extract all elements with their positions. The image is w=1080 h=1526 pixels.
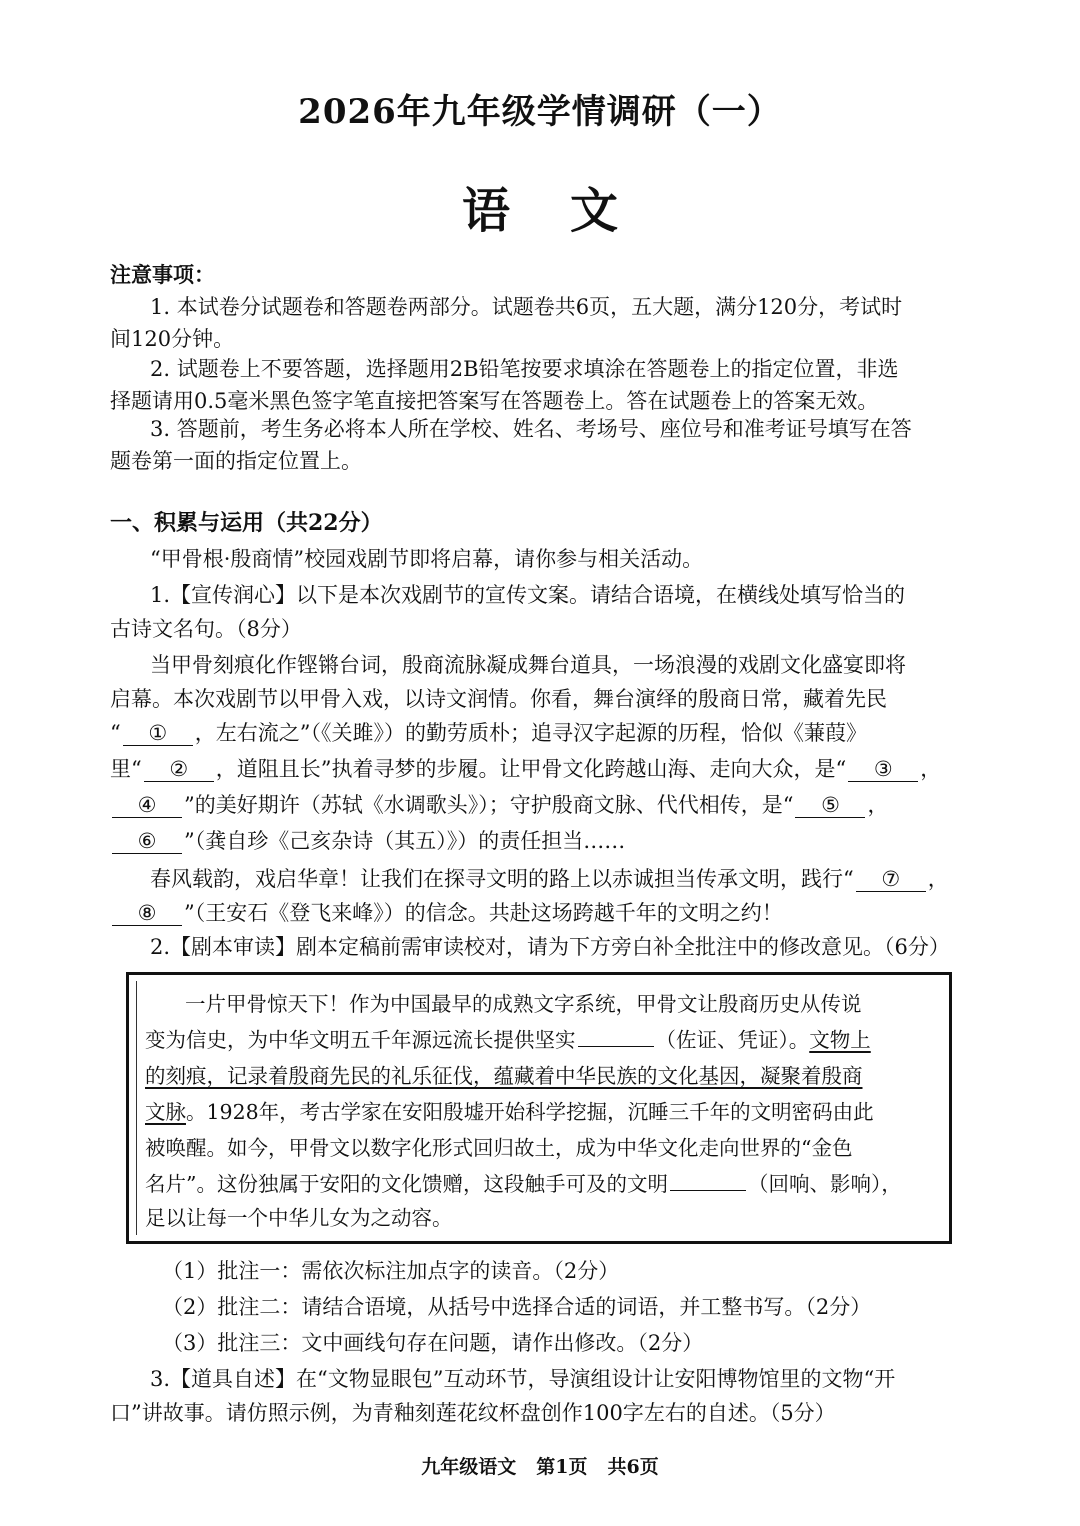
- notice-line: 间120分钟。: [110, 327, 235, 351]
- notice-line: 题卷第一面的指定位置上。: [110, 449, 362, 473]
- underlined-sentence: 文脉: [145, 1100, 186, 1124]
- passage-text: ，道阻且长”执着寻梦的步履。让甲骨文化跨越山海、走向大众，是“: [215, 757, 847, 781]
- footer-course: 九年级语文: [421, 1456, 517, 1478]
- subject-title: 语文: [461, 183, 678, 239]
- passage-line: [110, 754, 941, 784]
- narration-line: [145, 1025, 871, 1055]
- page-footer: [0, 1452, 1080, 1479]
- narration-text: 变为信史，为中华文明五千年源远流长提供坚实: [145, 1028, 576, 1052]
- fill-blank-6[interactable]: ⑥: [112, 829, 182, 854]
- narration-text: 名片”。这份独属于安阳的文化馈赠，这段触手可及的文明: [145, 1172, 668, 1196]
- fill-blank-5[interactable]: ⑤: [795, 793, 865, 818]
- passage-text: ，左右流之”（《关雎》）的勤劳质朴；追寻汉字起源的历程，恰似《蒹葭》: [194, 721, 867, 745]
- narration-line: 一片甲骨惊天下！作为中国最早的成熟文字系统，甲骨文让殷商历史从传说: [185, 992, 862, 1016]
- exam-title: 2026年九年级学情调研（一）: [298, 92, 782, 132]
- passage-text: ”（王安石《登飞来峰》）的信念。共赴这场跨越千年的文明之约！: [184, 901, 783, 925]
- section-intro: “甲骨根·殷商情”校园戏剧节即将启幕，请你参与相关活动。: [150, 547, 704, 571]
- narration-text: （回响、影响），: [747, 1172, 902, 1196]
- choice-blank-1[interactable]: [578, 1046, 654, 1047]
- passage-line: [110, 826, 625, 856]
- question-1-prompt: 1.【宣传润心】以下是本次戏剧节的宣传文案。请结合语境，在横线处填写恰当的: [150, 583, 906, 607]
- question-3-prompt: 3.【道具自述】在“文物显眼包”互动环节，导演组设计让安阳博物馆里的文物“开: [150, 1367, 896, 1391]
- narration-line: [145, 1169, 902, 1199]
- script-narration-box: [126, 972, 952, 1244]
- narration-text: 。1928年，考古学家在安阳殷墟开始科学挖掘，沉睡三千年的文明密码由此: [186, 1100, 874, 1124]
- fill-blank-3[interactable]: ③: [848, 757, 918, 782]
- annotation-2: （2）批注二：请结合语境，从括号中选择合适的词语，并工整书写。（2分）: [162, 1295, 872, 1319]
- passage-text: ”（龚自珍《己亥杂诗（其五）》）的责任担当……: [184, 829, 626, 853]
- fill-blank-4[interactable]: ④: [112, 793, 182, 818]
- underlined-sentence: 文物上: [809, 1028, 871, 1052]
- notice-line: 1. 本试卷分试题卷和答题卷两部分。试题卷共6页，五大题，满分120分，考试时: [150, 295, 903, 319]
- passage-text: “: [110, 721, 121, 745]
- narration-line: 被唤醒。如今，甲骨文以数字化形式回归故土，成为中华文化走向世界的“金色: [145, 1136, 853, 1160]
- footer-total-pages: 共6页: [607, 1456, 659, 1478]
- passage-line: [110, 898, 783, 928]
- section-heading: 一、积累与运用（共22分）: [110, 510, 383, 536]
- passage-text: ，: [927, 867, 949, 891]
- fill-blank-1[interactable]: ①: [123, 721, 193, 746]
- passage-text: 里“: [110, 757, 142, 781]
- annotation-3: （3）批注三：文中画线句存在问题，请作出修改。（2分）: [162, 1331, 704, 1355]
- notice-line: 3. 答题前，考生务必将本人所在学校、姓名、考场号、座位号和准考证号填写在答: [150, 417, 912, 441]
- underlined-sentence: 的刻痕，记录着殷商先民的礼乐征伐，蕴藏着中华民族的文化基因，凝聚着殷商: [145, 1064, 863, 1088]
- notice-line: 2. 试题卷上不要答题，选择题用2B铅笔按要求填涂在答题卷上的指定位置，非选: [150, 357, 899, 381]
- passage-text: ，: [867, 793, 889, 817]
- passage-line: 当甲骨刻痕化作铿锵台词，殷商流脉凝成舞台道具，一场浪漫的戏剧文化盛宴即将: [150, 653, 906, 677]
- fill-blank-8[interactable]: ⑧: [112, 901, 182, 926]
- choice-blank-2[interactable]: [670, 1190, 746, 1191]
- passage-line: 启幕。本次戏剧节以甲骨入戏，以诗文润情。你看，舞台演绎的殷商日常，藏着先民: [110, 687, 887, 711]
- passage-line: [110, 790, 888, 820]
- question-3-prompt: 口”讲故事。请仿照示例，为青釉刻莲花纹杯盘创作100字左右的自述。（5分）: [110, 1401, 836, 1425]
- fill-blank-2[interactable]: ②: [144, 757, 214, 782]
- passage-line: [110, 718, 867, 748]
- narration-text: （佐证、凭证）。: [655, 1028, 810, 1052]
- fill-blank-7[interactable]: ⑦: [856, 867, 926, 892]
- passage-text: ”的美好期许（苏轼《水调歌头》）；守护殷商文脉、代代相传，是“: [184, 793, 794, 817]
- passage-text: 春风载韵，戏启华章！让我们在探寻文明的路上以赤诚担当传承文明，践行“: [150, 867, 854, 891]
- footer-page-number: 第1页: [536, 1456, 588, 1478]
- question-1-prompt: 古诗文名句。（8分）: [110, 617, 302, 641]
- notice-heading: 注意事项：: [110, 262, 215, 287]
- passage-line: [150, 864, 949, 894]
- annotation-1: （1）批注一：需依次标注加点字的读音。（2分）: [162, 1259, 620, 1283]
- question-2-prompt: 2.【剧本审读】剧本定稿前需审读校对，请为下方旁白补全批注中的修改意见。（6分）: [150, 935, 950, 959]
- notice-line: 择题请用0.5毫米黑色签字笔直接把答案写在答题卷上。答在试题卷上的答案无效。: [110, 389, 879, 413]
- narration-line: 足以让每一个中华儿女为之动容。: [145, 1206, 453, 1230]
- narration-line: [145, 1097, 874, 1127]
- passage-text: ，: [920, 757, 942, 781]
